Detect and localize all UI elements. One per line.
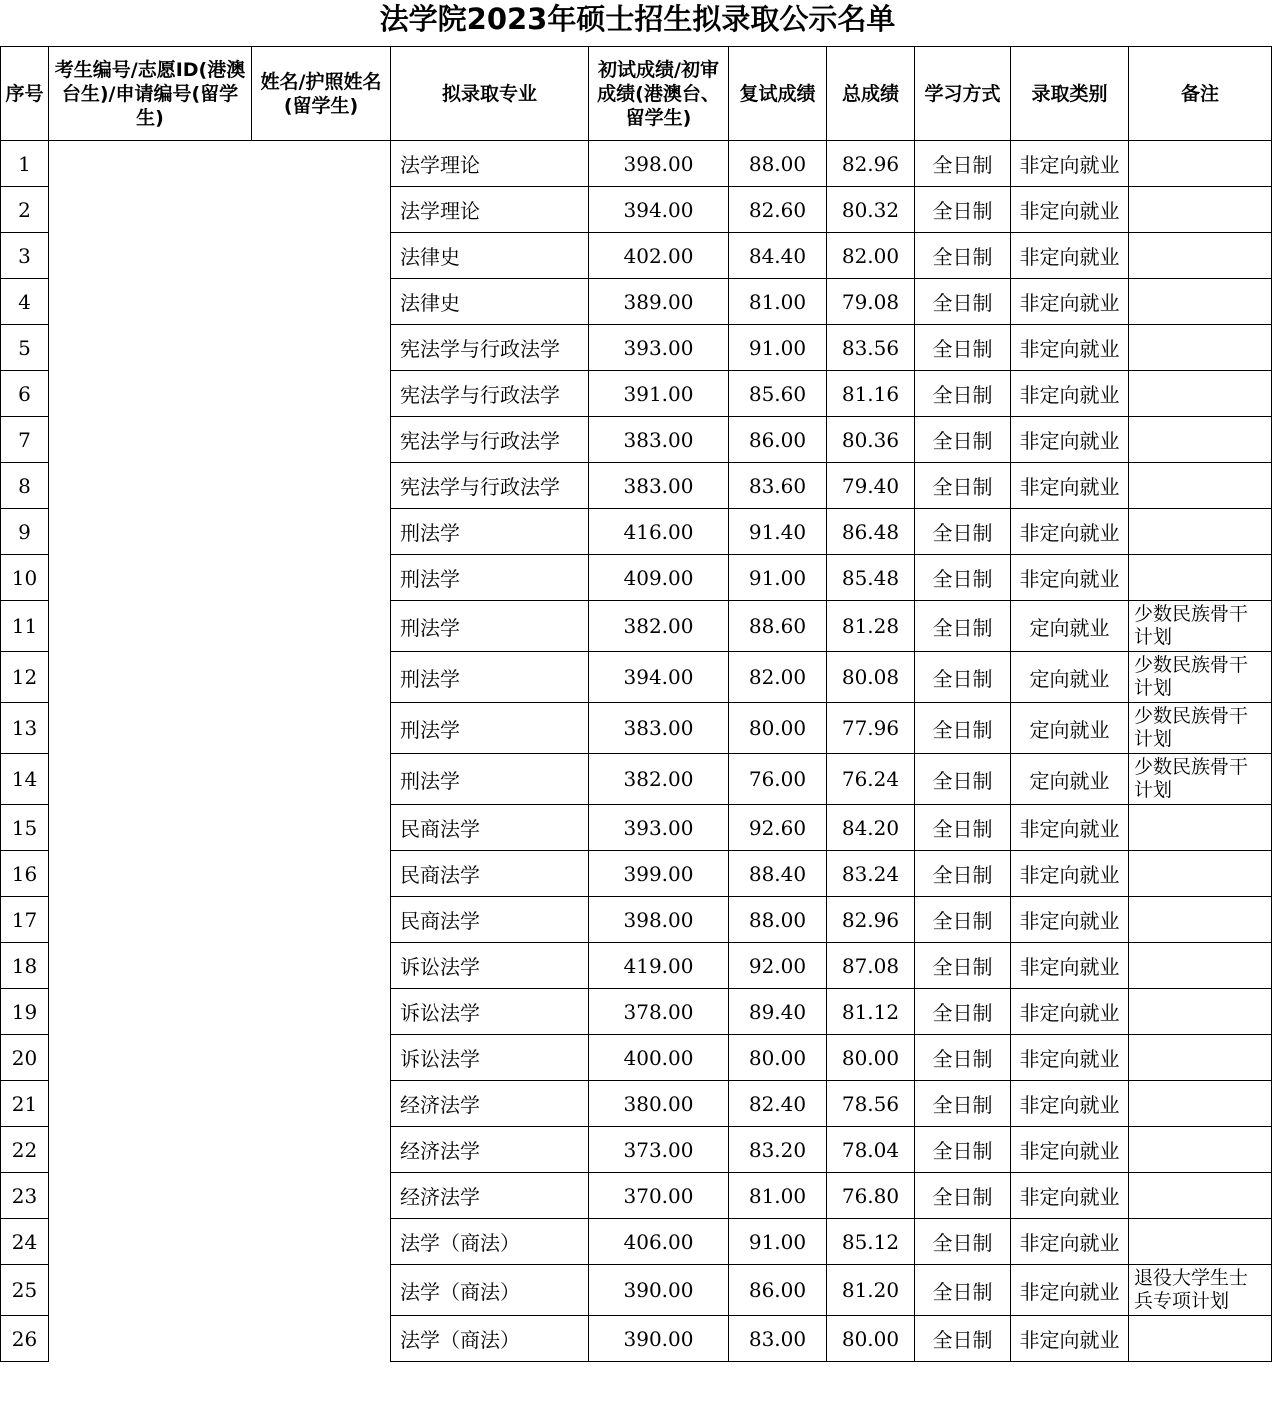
cell-mode: 全日制 <box>915 754 1011 805</box>
cell-major: 刑法学 <box>391 652 589 703</box>
cell-seq: 9 <box>1 509 49 555</box>
cell-seq: 10 <box>1 555 49 601</box>
cell-name-redacted <box>252 1035 391 1081</box>
cell-category: 非定向就业 <box>1011 1265 1129 1316</box>
cell-major: 经济法学 <box>391 1081 589 1127</box>
table-row <box>1 1035 1272 1081</box>
cell-total: 81.16 <box>827 371 915 417</box>
cell-category: 定向就业 <box>1011 601 1129 652</box>
cell-id-redacted <box>49 233 252 279</box>
cell-retest: 88.00 <box>729 897 827 943</box>
cell-id-redacted <box>49 325 252 371</box>
table-row <box>1 1127 1272 1173</box>
cell-note <box>1129 989 1272 1035</box>
cell-total: 77.96 <box>827 703 915 754</box>
table-row <box>1 463 1272 509</box>
cell-seq: 6 <box>1 371 49 417</box>
cell-prelim: 402.00 <box>589 233 729 279</box>
cell-retest: 86.00 <box>729 417 827 463</box>
cell-major: 经济法学 <box>391 1173 589 1219</box>
cell-mode: 全日制 <box>915 1173 1011 1219</box>
cell-total: 78.04 <box>827 1127 915 1173</box>
cell-seq: 18 <box>1 943 49 989</box>
cell-mode: 全日制 <box>915 1081 1011 1127</box>
cell-category: 非定向就业 <box>1011 851 1129 897</box>
admission-table <box>0 46 1272 1362</box>
cell-seq: 3 <box>1 233 49 279</box>
cell-major: 刑法学 <box>391 509 589 555</box>
cell-total: 80.00 <box>827 1316 915 1362</box>
cell-seq: 16 <box>1 851 49 897</box>
cell-note: 少数民族骨干 计划 <box>1129 703 1272 754</box>
table-row <box>1 279 1272 325</box>
cell-total: 87.08 <box>827 943 915 989</box>
cell-name-redacted <box>252 1081 391 1127</box>
cell-retest: 91.00 <box>729 1219 827 1265</box>
cell-major: 刑法学 <box>391 601 589 652</box>
cell-seq: 7 <box>1 417 49 463</box>
cell-name-redacted <box>252 233 391 279</box>
cell-total: 83.56 <box>827 325 915 371</box>
cell-total: 82.96 <box>827 897 915 943</box>
header-retest: 复试成绩 <box>729 47 827 141</box>
cell-retest: 88.60 <box>729 601 827 652</box>
cell-major: 刑法学 <box>391 754 589 805</box>
cell-prelim: 394.00 <box>589 652 729 703</box>
table-row <box>1 943 1272 989</box>
cell-note <box>1129 851 1272 897</box>
cell-mode: 全日制 <box>915 1265 1011 1316</box>
cell-total: 85.12 <box>827 1219 915 1265</box>
cell-retest: 84.40 <box>729 233 827 279</box>
cell-mode: 全日制 <box>915 1035 1011 1081</box>
cell-note <box>1129 233 1272 279</box>
cell-note <box>1129 1173 1272 1219</box>
cell-name-redacted <box>252 897 391 943</box>
cell-retest: 81.00 <box>729 1173 827 1219</box>
cell-prelim: 390.00 <box>589 1316 729 1362</box>
cell-category: 非定向就业 <box>1011 1081 1129 1127</box>
cell-prelim: 383.00 <box>589 463 729 509</box>
cell-mode: 全日制 <box>915 555 1011 601</box>
cell-mode: 全日制 <box>915 1316 1011 1362</box>
cell-note <box>1129 1219 1272 1265</box>
cell-note <box>1129 1035 1272 1081</box>
cell-prelim: 406.00 <box>589 1219 729 1265</box>
cell-category: 非定向就业 <box>1011 897 1129 943</box>
cell-mode: 全日制 <box>915 279 1011 325</box>
cell-major: 法学理论 <box>391 141 589 187</box>
table-row <box>1 989 1272 1035</box>
cell-seq: 2 <box>1 187 49 233</box>
cell-seq: 21 <box>1 1081 49 1127</box>
cell-major: 诉讼法学 <box>391 943 589 989</box>
cell-name-redacted <box>252 943 391 989</box>
cell-name-redacted <box>252 509 391 555</box>
cell-major: 法学（商法） <box>391 1219 589 1265</box>
header-category: 录取类别 <box>1011 47 1129 141</box>
cell-note: 少数民族骨干 计划 <box>1129 652 1272 703</box>
cell-retest: 83.00 <box>729 1316 827 1362</box>
cell-name-redacted <box>252 754 391 805</box>
cell-retest: 92.00 <box>729 943 827 989</box>
cell-id-redacted <box>49 989 252 1035</box>
cell-retest: 82.40 <box>729 1081 827 1127</box>
cell-name-redacted <box>252 279 391 325</box>
cell-name-redacted <box>252 805 391 851</box>
header-note: 备注 <box>1129 47 1272 141</box>
table-row <box>1 703 1272 754</box>
cell-major: 经济法学 <box>391 1127 589 1173</box>
table-row <box>1 754 1272 805</box>
cell-mode: 全日制 <box>915 652 1011 703</box>
cell-seq: 19 <box>1 989 49 1035</box>
cell-prelim: 373.00 <box>589 1127 729 1173</box>
cell-major: 法律史 <box>391 233 589 279</box>
cell-seq: 17 <box>1 897 49 943</box>
cell-id-redacted <box>49 1035 252 1081</box>
cell-prelim: 382.00 <box>589 601 729 652</box>
cell-name-redacted <box>252 851 391 897</box>
cell-seq: 1 <box>1 141 49 187</box>
cell-id-redacted <box>49 187 252 233</box>
cell-name-redacted <box>252 187 391 233</box>
cell-note <box>1129 1127 1272 1173</box>
cell-total: 83.24 <box>827 851 915 897</box>
cell-prelim: 380.00 <box>589 1081 729 1127</box>
cell-retest: 91.00 <box>729 325 827 371</box>
cell-major: 法学理论 <box>391 187 589 233</box>
cell-major: 诉讼法学 <box>391 989 589 1035</box>
cell-total: 84.20 <box>827 805 915 851</box>
cell-retest: 81.00 <box>729 279 827 325</box>
table-row <box>1 555 1272 601</box>
cell-total: 80.36 <box>827 417 915 463</box>
cell-prelim: 393.00 <box>589 325 729 371</box>
cell-mode: 全日制 <box>915 509 1011 555</box>
cell-id-redacted <box>49 1081 252 1127</box>
table-row <box>1 805 1272 851</box>
cell-id-redacted <box>49 509 252 555</box>
cell-id-redacted <box>49 805 252 851</box>
cell-prelim: 398.00 <box>589 897 729 943</box>
table-row <box>1 325 1272 371</box>
cell-mode: 全日制 <box>915 851 1011 897</box>
cell-mode: 全日制 <box>915 463 1011 509</box>
cell-prelim: 391.00 <box>589 371 729 417</box>
cell-mode: 全日制 <box>915 805 1011 851</box>
cell-id-redacted <box>49 943 252 989</box>
cell-name-redacted <box>252 325 391 371</box>
cell-prelim: 409.00 <box>589 555 729 601</box>
cell-prelim: 394.00 <box>589 187 729 233</box>
cell-id-redacted <box>49 463 252 509</box>
cell-total: 85.48 <box>827 555 915 601</box>
cell-prelim: 370.00 <box>589 1173 729 1219</box>
cell-note: 少数民族骨干 计划 <box>1129 601 1272 652</box>
cell-note <box>1129 897 1272 943</box>
cell-retest: 76.00 <box>729 754 827 805</box>
cell-total: 78.56 <box>827 1081 915 1127</box>
cell-major: 民商法学 <box>391 851 589 897</box>
cell-id-redacted <box>49 1265 252 1316</box>
cell-category: 非定向就业 <box>1011 943 1129 989</box>
cell-total: 86.48 <box>827 509 915 555</box>
cell-category: 非定向就业 <box>1011 805 1129 851</box>
table-row <box>1 851 1272 897</box>
cell-major: 宪法学与行政法学 <box>391 371 589 417</box>
cell-mode: 全日制 <box>915 417 1011 463</box>
cell-prelim: 389.00 <box>589 279 729 325</box>
cell-retest: 83.20 <box>729 1127 827 1173</box>
table-row <box>1 601 1272 652</box>
cell-major: 宪法学与行政法学 <box>391 463 589 509</box>
cell-seq: 11 <box>1 601 49 652</box>
cell-total: 81.20 <box>827 1265 915 1316</box>
table-row <box>1 417 1272 463</box>
cell-category: 非定向就业 <box>1011 233 1129 279</box>
cell-category: 定向就业 <box>1011 703 1129 754</box>
cell-seq: 8 <box>1 463 49 509</box>
cell-note <box>1129 1081 1272 1127</box>
cell-name-redacted <box>252 463 391 509</box>
cell-retest: 92.60 <box>729 805 827 851</box>
cell-seq: 20 <box>1 1035 49 1081</box>
header-prelim: 初试成绩/初审成绩(港澳台、留学生) <box>589 47 729 141</box>
cell-prelim: 383.00 <box>589 703 729 754</box>
cell-seq: 24 <box>1 1219 49 1265</box>
cell-mode: 全日制 <box>915 601 1011 652</box>
cell-seq: 12 <box>1 652 49 703</box>
cell-prelim: 378.00 <box>589 989 729 1035</box>
header-major: 拟录取专业 <box>391 47 589 141</box>
table-row <box>1 897 1272 943</box>
table-row <box>1 652 1272 703</box>
cell-note <box>1129 371 1272 417</box>
cell-retest: 82.00 <box>729 652 827 703</box>
cell-mode: 全日制 <box>915 325 1011 371</box>
cell-total: 79.08 <box>827 279 915 325</box>
cell-prelim: 398.00 <box>589 141 729 187</box>
cell-retest: 83.60 <box>729 463 827 509</box>
cell-retest: 88.00 <box>729 141 827 187</box>
cell-id-redacted <box>49 279 252 325</box>
cell-category: 非定向就业 <box>1011 1127 1129 1173</box>
cell-name-redacted <box>252 703 391 754</box>
cell-seq: 4 <box>1 279 49 325</box>
cell-total: 80.00 <box>827 1035 915 1081</box>
cell-category: 非定向就业 <box>1011 279 1129 325</box>
cell-id-redacted <box>49 1316 252 1362</box>
header-mode: 学习方式 <box>915 47 1011 141</box>
cell-seq: 13 <box>1 703 49 754</box>
cell-note <box>1129 805 1272 851</box>
cell-category: 非定向就业 <box>1011 417 1129 463</box>
cell-category: 非定向就业 <box>1011 187 1129 233</box>
cell-mode: 全日制 <box>915 943 1011 989</box>
cell-id-redacted <box>49 141 252 187</box>
cell-retest: 88.40 <box>729 851 827 897</box>
cell-prelim: 419.00 <box>589 943 729 989</box>
cell-category: 非定向就业 <box>1011 1173 1129 1219</box>
cell-prelim: 393.00 <box>589 805 729 851</box>
cell-retest: 89.40 <box>729 989 827 1035</box>
header-name: 姓名/护照姓名(留学生) <box>252 47 391 141</box>
page-title: 法学院2023年硕士招生拟录取公示名单 <box>379 2 896 36</box>
cell-total: 81.28 <box>827 601 915 652</box>
cell-note <box>1129 943 1272 989</box>
cell-seq: 22 <box>1 1127 49 1173</box>
cell-mode: 全日制 <box>915 371 1011 417</box>
cell-category: 非定向就业 <box>1011 371 1129 417</box>
cell-mode: 全日制 <box>915 897 1011 943</box>
table-row <box>1 1219 1272 1265</box>
cell-id-redacted <box>49 601 252 652</box>
cell-note <box>1129 1316 1272 1362</box>
cell-id-redacted <box>49 754 252 805</box>
cell-seq: 5 <box>1 325 49 371</box>
table-row <box>1 1316 1272 1362</box>
cell-mode: 全日制 <box>915 233 1011 279</box>
cell-retest: 80.00 <box>729 1035 827 1081</box>
cell-id-redacted <box>49 1173 252 1219</box>
cell-id-redacted <box>49 1219 252 1265</box>
cell-seq: 26 <box>1 1316 49 1362</box>
cell-retest: 82.60 <box>729 187 827 233</box>
cell-category: 非定向就业 <box>1011 463 1129 509</box>
cell-mode: 全日制 <box>915 989 1011 1035</box>
cell-retest: 91.40 <box>729 509 827 555</box>
table-row <box>1 141 1272 187</box>
cell-category: 定向就业 <box>1011 652 1129 703</box>
cell-note <box>1129 417 1272 463</box>
cell-mode: 全日制 <box>915 1219 1011 1265</box>
cell-category: 非定向就业 <box>1011 989 1129 1035</box>
cell-id-redacted <box>49 703 252 754</box>
cell-mode: 全日制 <box>915 703 1011 754</box>
cell-note <box>1129 509 1272 555</box>
cell-prelim: 399.00 <box>589 851 729 897</box>
cell-note: 少数民族骨干 计划 <box>1129 754 1272 805</box>
cell-name-redacted <box>252 371 391 417</box>
cell-category: 非定向就业 <box>1011 1219 1129 1265</box>
cell-name-redacted <box>252 1173 391 1219</box>
cell-id-redacted <box>49 897 252 943</box>
cell-note <box>1129 141 1272 187</box>
cell-category: 非定向就业 <box>1011 555 1129 601</box>
cell-name-redacted <box>252 555 391 601</box>
cell-note <box>1129 187 1272 233</box>
cell-category: 非定向就业 <box>1011 141 1129 187</box>
cell-prelim: 416.00 <box>589 509 729 555</box>
cell-seq: 15 <box>1 805 49 851</box>
header-seq: 序号 <box>1 47 49 141</box>
table-row <box>1 187 1272 233</box>
cell-major: 法律史 <box>391 279 589 325</box>
cell-major: 宪法学与行政法学 <box>391 325 589 371</box>
cell-mode: 全日制 <box>915 1127 1011 1173</box>
cell-name-redacted <box>252 1219 391 1265</box>
cell-mode: 全日制 <box>915 141 1011 187</box>
cell-major: 民商法学 <box>391 897 589 943</box>
cell-total: 79.40 <box>827 463 915 509</box>
cell-retest: 85.60 <box>729 371 827 417</box>
cell-prelim: 383.00 <box>589 417 729 463</box>
cell-id-redacted <box>49 417 252 463</box>
cell-major: 刑法学 <box>391 703 589 754</box>
cell-retest: 91.00 <box>729 555 827 601</box>
cell-id-redacted <box>49 652 252 703</box>
cell-name-redacted <box>252 601 391 652</box>
table-row <box>1 1081 1272 1127</box>
cell-note <box>1129 555 1272 601</box>
cell-name-redacted <box>252 141 391 187</box>
cell-name-redacted <box>252 1316 391 1362</box>
cell-id-redacted <box>49 1127 252 1173</box>
cell-major: 法学（商法） <box>391 1265 589 1316</box>
cell-category: 非定向就业 <box>1011 1035 1129 1081</box>
table-row <box>1 233 1272 279</box>
cell-major: 刑法学 <box>391 555 589 601</box>
cell-seq: 14 <box>1 754 49 805</box>
cell-prelim: 400.00 <box>589 1035 729 1081</box>
cell-seq: 25 <box>1 1265 49 1316</box>
cell-note <box>1129 325 1272 371</box>
cell-note <box>1129 279 1272 325</box>
cell-name-redacted <box>252 1127 391 1173</box>
cell-total: 80.32 <box>827 187 915 233</box>
cell-retest: 80.00 <box>729 703 827 754</box>
cell-note: 退役大学生士 兵专项计划 <box>1129 1265 1272 1316</box>
table-row <box>1 371 1272 417</box>
cell-total: 81.12 <box>827 989 915 1035</box>
cell-category: 非定向就业 <box>1011 509 1129 555</box>
cell-id-redacted <box>49 851 252 897</box>
cell-retest: 86.00 <box>729 1265 827 1316</box>
cell-major: 诉讼法学 <box>391 1035 589 1081</box>
cell-total: 76.80 <box>827 1173 915 1219</box>
cell-category: 定向就业 <box>1011 754 1129 805</box>
table-row <box>1 509 1272 555</box>
cell-category: 非定向就业 <box>1011 325 1129 371</box>
cell-total: 82.00 <box>827 233 915 279</box>
cell-total: 80.08 <box>827 652 915 703</box>
cell-major: 法学（商法） <box>391 1316 589 1362</box>
cell-prelim: 390.00 <box>589 1265 729 1316</box>
table-row <box>1 1173 1272 1219</box>
cell-seq: 23 <box>1 1173 49 1219</box>
cell-major: 宪法学与行政法学 <box>391 417 589 463</box>
table-row <box>1 1265 1272 1316</box>
cell-major: 民商法学 <box>391 805 589 851</box>
cell-category: 非定向就业 <box>1011 1316 1129 1362</box>
cell-name-redacted <box>252 1265 391 1316</box>
table-header-row <box>1 47 1272 141</box>
cell-total: 76.24 <box>827 754 915 805</box>
cell-note <box>1129 463 1272 509</box>
cell-name-redacted <box>252 652 391 703</box>
header-id: 考生编号/志愿ID(港澳台生)/申请编号(留学生) <box>49 47 252 141</box>
header-total: 总成绩 <box>827 47 915 141</box>
cell-total: 82.96 <box>827 141 915 187</box>
cell-mode: 全日制 <box>915 187 1011 233</box>
cell-prelim: 382.00 <box>589 754 729 805</box>
cell-name-redacted <box>252 989 391 1035</box>
cell-id-redacted <box>49 555 252 601</box>
cell-name-redacted <box>252 417 391 463</box>
cell-id-redacted <box>49 371 252 417</box>
